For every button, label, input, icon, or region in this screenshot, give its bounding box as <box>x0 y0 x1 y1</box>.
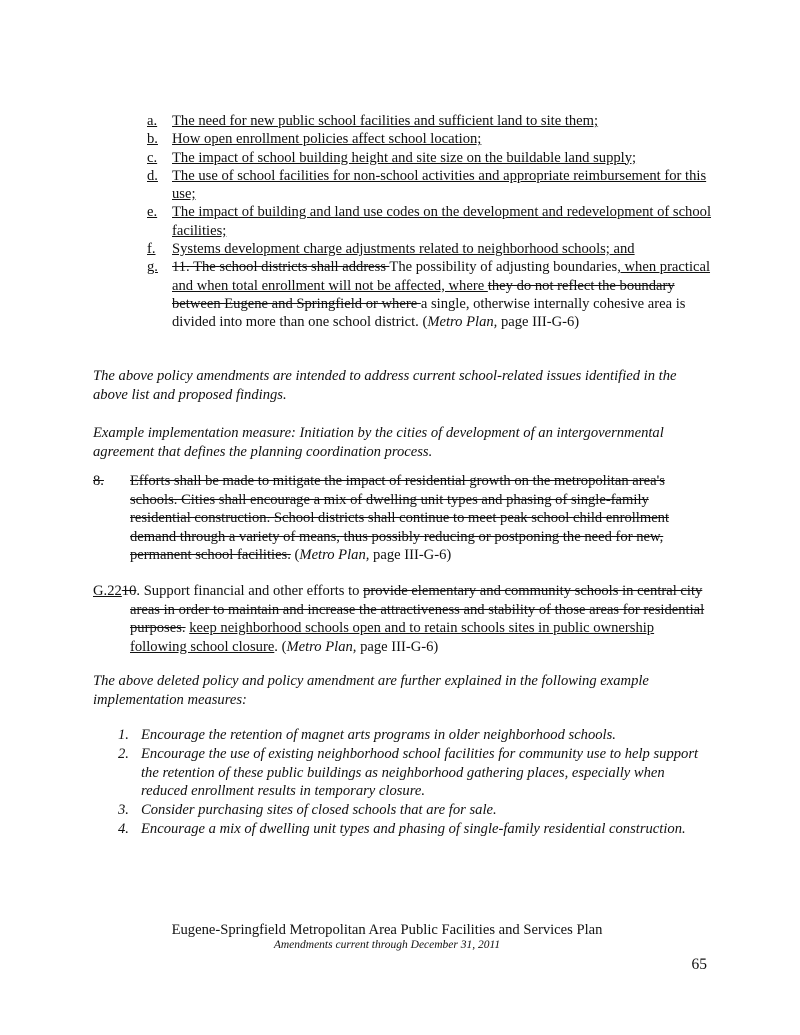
list-item-text: The need for new public school facilities and sufficient land to site them; <box>172 113 599 129</box>
list-marker: d. <box>147 167 158 184</box>
page-number: 65 <box>691 956 707 973</box>
list-marker: g. <box>147 259 158 276</box>
list-item <box>147 112 712 130</box>
policy-g22: G.2210. Support financial and other efforts to provide elementary and community schools in central city areas in order to maintain and increase the attractiveness and stability of those areas for residential purposes. keep neighborhood schools open and to retain schools sites in public ownership following school closure. (Metro Plan, page III-G-6) <box>93 583 705 655</box>
citation-page: page III-G-6) <box>369 547 452 564</box>
list-item-text: 11. The school districts shall address <box>172 259 390 276</box>
list-item <box>147 149 712 167</box>
policy-subitems-list <box>147 112 712 332</box>
citation-page: page III-G-6) <box>356 638 439 655</box>
list-item-text: Encourage a mix of dwelling unit types and phasing of single-family residential construction. <box>141 820 686 837</box>
list-item <box>147 258 712 331</box>
implementation-measures-list <box>113 726 713 839</box>
list-marker: a. <box>147 113 158 129</box>
footer-title: Eugene-Springfield Metropolitan Area Public Facilities and Services Plan <box>171 922 603 938</box>
list-item-text: , when practical and when total enrollment will not be affected, where <box>172 259 711 294</box>
list-item <box>147 203 712 240</box>
list-number: 2. <box>118 745 129 762</box>
deleted-policy-8: 8. Efforts shall be made to mitigate the impact of residential growth on the metropolitan area's schools. Cities shall encourage a mix of dwelling unit types and phasing of single-family residential construction. School districts shall continue to meet peak school child enrollment demand through a variety of means, thus possibly reducing or postponing the need for new, permanent school facilities. (Metro Plan, page III-G-6) <box>93 473 670 564</box>
citation-title: Metro Plan, <box>286 638 357 655</box>
explanation-note: The above deleted policy and policy amendment are further explained in the following example implementation measures: <box>93 673 649 708</box>
list-marker: c. <box>147 149 158 166</box>
list-item-text: a single, otherwise internally cohesive area is divided into more than one school district. ( <box>172 295 686 331</box>
footer-subtitle: Amendments current through December 31, 2011 <box>273 939 501 951</box>
list-item <box>147 240 712 258</box>
list-item-text: The use of school facilities for non-school activities and appropriate reimbursement for this use; <box>172 167 707 203</box>
list-number: 1. <box>118 727 129 743</box>
implementation-measure-note: Example implementation measure: Initiation by the cities of development of an intergovernmental agreement that defines the planning coordination process. <box>93 425 664 460</box>
list-item <box>147 130 712 148</box>
list-item-text: The impact of school building height and site size on the buildable land supply; <box>172 149 637 166</box>
list-number: 3. <box>118 802 129 819</box>
policy-number: 8. <box>93 473 104 489</box>
policy-number-old: 10 <box>121 583 137 599</box>
list-item <box>113 820 713 839</box>
list-item <box>147 167 712 204</box>
list-item <box>113 801 713 820</box>
citation-title: Metro Plan, <box>299 547 370 564</box>
policy-amendment-note: The above policy amendments are intended to address current school-related issues identified in the above list and proposed findings. <box>93 368 677 403</box>
list-marker: f. <box>147 241 156 258</box>
list-item-text: page III-G-6) <box>497 314 580 331</box>
list-item-text: Encourage the use of existing neighborhood school facilities for community use to help support the retention of these public buildings as neighborhood gathering places, especially when reduced enrollment results in temporary closure. <box>141 745 699 800</box>
list-item <box>113 726 713 745</box>
list-item <box>113 745 713 801</box>
list-item-text: Metro Plan, <box>427 314 498 331</box>
list-marker: b. <box>147 131 158 148</box>
list-item-text: Consider purchasing sites of closed schools that are for sale. <box>141 802 497 819</box>
list-item-text: they do not reflect the boundary between Eugene and Springfield or where <box>172 277 675 312</box>
list-item-text: Systems development charge adjustments related to neighborhood schools; and <box>172 241 635 258</box>
list-item-text: The impact of building and land use codes on the development and redevelopment of school facilities; <box>172 204 712 239</box>
policy-number-new: G.22 <box>93 583 122 599</box>
deleted-policy-text: provide elementary and community schools in central city areas in order to maintain and increase the attractiveness and stability of those areas for residential purposes. <box>130 583 705 637</box>
added-policy-text: keep neighborhood schools open and to retain schools sites in public ownership following school closure <box>130 620 655 655</box>
list-marker: e. <box>147 204 158 221</box>
list-item-text: Encourage the retention of magnet arts programs in older neighborhood schools. <box>141 727 616 743</box>
list-item-text: How open enrollment policies affect school location; <box>172 131 482 148</box>
list-item-text: The possibility of adjusting boundaries <box>389 259 618 276</box>
deleted-policy-text: Efforts shall be made to mitigate the impact of residential growth on the metropolitan area's schools. Cities shall encourage a mix of dwelling unit types and phasing of single-family residential construction. School districts shall continue to meet peak school child enrollment demand through a variety of means, thus possibly reducing or postponing the need for new, permanent school facilities. <box>130 473 670 564</box>
list-number: 4. <box>118 820 129 837</box>
